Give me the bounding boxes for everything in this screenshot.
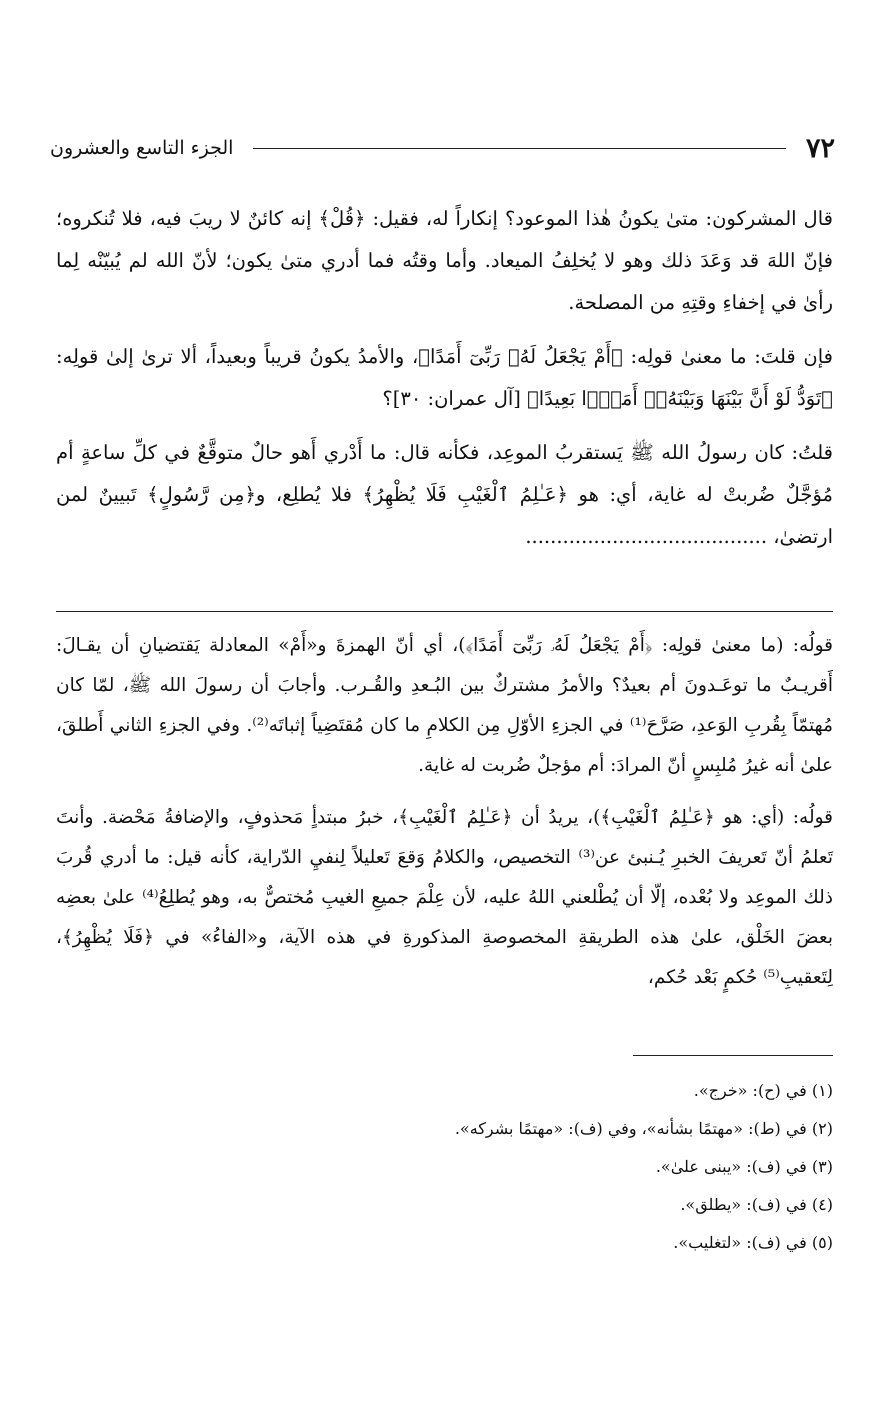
footnote-1: (١) في (ح): «خرج». xyxy=(693,1081,833,1100)
section-divider xyxy=(56,611,833,612)
footnote-5: (٥) في (ف): «لتغليب». xyxy=(673,1233,833,1252)
footnote-3: (٣) في (ف): «يبنى علىٰ». xyxy=(655,1157,833,1176)
commentary-paragraph-1: قولُه: (ما معنىٰ قولِه: ﴿أَمْ يَجْعَلُ لَهُۥ رَبِّىٓ أَمَدًا﴾)، أي أنّ الهمزةَ و«أَمْ» المعادلة يَقتضيانِ أن يقـالَ: أَقريـبٌ ما توعَـدونَ أم بعيدٌ؟ والأمرُ مشتركٌ بين البُـعدِ والقُـرب. وأجابَ أن رسولَ الله ﷺ، لمّا كان مُهتمّاً بِقُربِ الوَعدِ، صَرَّحَ⁽¹⁾ في الجزءِ الأوّلِ مِن الكلامِ ما كان مُقتَضِياً إثباتَه⁽²⁾. وفي الجزءِ الثاني أَطلقَ، علىٰ أنه غيرُ مُلبِسٍ أنّ المرادَ: أم مؤجلٌ ضُربت له غاية. xyxy=(56,635,833,776)
main-paragraph-1: قال المشركون: متىٰ يكونُ هٰذا الموعود؟ إنكاراً له، فقيل: ﴿قُلْ﴾ إنه كائنٌ لا ريبَ فيه، فلا تُنكروه؛ فإنّ اللهَ قد وَعَدَ ذلك وهو لا يُخلِفُ الميعاد. وأما وقتُه فما أدري متىٰ يكون؛ لأنّ الله لم يُبيّنْه لِما رأىٰ في إخفاءِ وقتِهِ من المصلحة. xyxy=(56,207,833,314)
footnote-rule xyxy=(633,1055,833,1056)
main-text xyxy=(56,198,833,570)
page-number: ٧٢ xyxy=(805,132,835,164)
footnote-4: (٤) في (ف): «يطلق». xyxy=(680,1195,833,1214)
main-paragraph-2: فإن قلتَ: ما معنىٰ قولِه: ﴿أَمْ يَجْعَلُ لَهُۥ رَبِّىٓ أَمَدًا﴾، والأمدُ يكونُ قريباً وبعيداً، ألا ترىٰ إلىٰ قولِه: ﴿تَوَدُّ لَوْ أَنَّ بَيْنَهَا وَبَيْنَهُۥٓ أَمَدًۢا بَعِيدًا﴾ [آل عمران: ٣٠]؟ xyxy=(56,345,833,410)
main-paragraph-3: قلتُ: كان رسولُ الله ﷺ يَستقربُ الموعِد، فكأنه قال: ما أَدْري أَهو حالٌ متوقَّعٌ في كلِّ ساعةٍ أم مُؤجَّلٌ ضُربتْ له غاية، أي: هو ﴿عَـٰلِمُ ٱلْغَيْبِ فَلَا يُظْهِرُ﴾ فلا يُطلِع، و﴿مِن رَّسُولٍ﴾ تَبيينٌ لمن ارتضىٰ، ....................................... xyxy=(56,441,833,548)
header-rule xyxy=(253,148,786,149)
page-header xyxy=(50,128,835,168)
commentary xyxy=(56,626,833,1010)
commentary-paragraph-2: قولُه: (أي: هو ﴿عَـٰلِمُ ٱلْغَيْبِ﴾)، يريدُ أن ﴿عَـٰلِمُ ٱلْغَيْبِ﴾، خبرُ مبتدأٍ مَحذوفٍ، والإضافةُ مَحْضة. وأنتَ تَعلمُ أنّ تَعريفَ الخبرِ يُـنبئ عن⁽³⁾ التخصيص، والكلامُ وَقعَ تَعليلاً لِنفيِ الدّراية، كأنه قيل: ما أدري قُربَ ذلك الموعِد ولا بُعْده، إلّا أن يُطْلعني اللهُ عليه، لأن عِلْمَ جميعِ الغيبِ مُختصٌّ به، وهو يُطلِعُ⁽⁴⁾ علىٰ بعضِه بعضَ الخَلْق، علىٰ هذه الطريقةِ المخصوصةِ المذكورةِ في هذه الآية، و«الفاءُ» في ﴿فَلَا يُظْهِرُ﴾، لِتَعقيبِ⁽⁵⁾ حُكمٍ بَعْد حُكم، xyxy=(56,807,833,988)
footnotes xyxy=(56,1072,833,1262)
footnote-2: (٢) في (ط): «مهتمًا بشأنه»، وفي (ف): «مهتمًا بشركه». xyxy=(454,1119,833,1138)
running-title: الجزء التاسع والعشرون xyxy=(50,137,234,159)
